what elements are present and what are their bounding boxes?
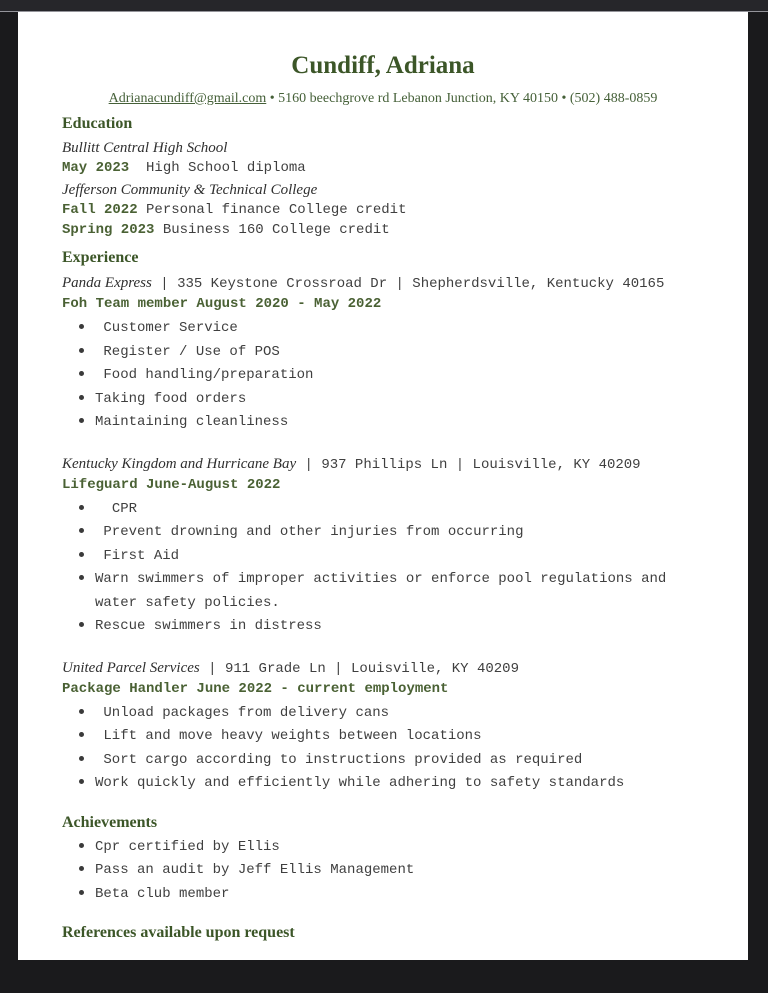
bullet-text: Unload packages from delivery cans xyxy=(95,704,390,721)
list-item xyxy=(62,882,704,906)
employer-line xyxy=(62,273,704,294)
bullet-dot xyxy=(79,622,84,627)
school-name: Bullitt Central High School xyxy=(62,140,228,156)
list-item xyxy=(62,858,704,882)
list-item xyxy=(62,410,704,434)
employer-line xyxy=(62,454,704,475)
list-item xyxy=(62,724,704,748)
references-note: References available upon request xyxy=(62,924,295,941)
education-date: May 2023 xyxy=(62,160,130,176)
bullet-dot xyxy=(79,575,84,580)
list-item xyxy=(62,544,704,568)
bullet-dot xyxy=(79,505,84,510)
achievements-bullet-list xyxy=(62,835,704,906)
education-detail-line xyxy=(62,200,704,220)
list-item xyxy=(62,567,704,614)
bullet-text: Beta club member xyxy=(95,885,230,902)
job-entry xyxy=(62,273,704,434)
bullet-text: Prevent drowning and other injuries from occurring xyxy=(95,524,524,540)
bullet-dot xyxy=(79,528,84,533)
list-item xyxy=(62,520,704,544)
bullet-text: Food handling/preparation xyxy=(95,367,314,383)
email-link[interactable]: Adrianacundiff@gmail.com xyxy=(108,91,267,106)
list-item xyxy=(62,748,704,772)
list-item xyxy=(62,363,704,387)
role-line: Lifeguard June-August 2022 xyxy=(62,476,281,493)
list-item xyxy=(62,387,704,411)
list-item xyxy=(62,771,704,795)
job-bullet-list xyxy=(62,497,704,638)
job-bullet-list xyxy=(62,316,704,434)
bullet-dot xyxy=(79,395,84,400)
bullet-dot xyxy=(79,890,84,895)
resume-name-title: Cundiff, Adriana xyxy=(291,52,475,79)
list-item xyxy=(62,340,704,364)
school-line xyxy=(62,138,704,158)
job-entry xyxy=(62,454,704,638)
bullet-dot xyxy=(79,324,84,329)
contact-rest: • 5160 beechgrove rd Lebanon Junction, KY 40150 • (502) 488-0859 xyxy=(266,91,658,106)
school-line xyxy=(62,180,704,200)
employer-location: | 911 Grade Ln | Louisville, KY 40209 xyxy=(199,660,519,677)
bullet-text: Taking food orders xyxy=(95,390,247,407)
employer-location: | 335 Keystone Crossroad Dr | Shepherdsville, Kentucky 40165 xyxy=(151,276,665,292)
contact-line xyxy=(62,90,704,108)
bullet-dot xyxy=(79,371,84,376)
resume-page xyxy=(18,12,748,960)
bullet-dot xyxy=(79,709,84,714)
bullet-dot xyxy=(79,866,84,871)
list-item xyxy=(62,614,704,638)
job-entry xyxy=(62,658,704,795)
bullet-text: Warn swimmers of improper activities or enforce pool regulations and water safety policies. xyxy=(95,571,675,611)
employer-location: | 937 Phillips Ln | Louisville, KY 40209 xyxy=(296,456,641,473)
education-detail-line xyxy=(62,158,704,178)
list-item xyxy=(62,701,704,725)
bullet-text: First Aid xyxy=(95,547,180,564)
bullet-dot xyxy=(79,843,84,848)
bullet-dot xyxy=(79,732,84,737)
bullet-dot xyxy=(79,418,84,423)
bullet-text: Pass an audit by Jeff Ellis Management xyxy=(95,862,415,878)
bullet-text: Rescue swimmers in distress xyxy=(95,618,322,634)
list-item xyxy=(62,497,704,521)
bullet-text: CPR xyxy=(95,500,138,517)
list-item xyxy=(62,316,704,340)
employer-name: Kentucky Kingdom and Hurricane Bay xyxy=(62,455,297,472)
school-name: Jefferson Community & Technical College xyxy=(62,182,318,198)
list-item xyxy=(62,835,704,859)
section-heading-education: Education xyxy=(62,115,133,132)
bullet-text: Customer Service xyxy=(95,320,238,336)
employer-name: United Parcel Services xyxy=(62,659,200,676)
education-detail: High School diploma xyxy=(129,160,306,176)
bullet-dot xyxy=(79,552,84,557)
bullet-text: Cpr certified by Ellis xyxy=(95,838,280,855)
bullet-dot xyxy=(79,348,84,353)
education-date: Fall 2022 xyxy=(62,202,138,218)
bullet-dot xyxy=(79,779,84,784)
viewer-backdrop-top xyxy=(0,0,768,11)
education-detail-line xyxy=(62,220,704,240)
bullet-text: Work quickly and efficiently while adhering to safety standards xyxy=(95,775,625,791)
bullet-text: Register / Use of POS xyxy=(95,343,280,360)
bullet-text: Maintaining cleanliness xyxy=(95,414,289,430)
role-line: Foh Team member August 2020 - May 2022 xyxy=(62,296,382,312)
education-date: Spring 2023 xyxy=(62,222,155,238)
bullet-dot xyxy=(79,756,84,761)
bullet-text: Lift and move heavy weights between locations xyxy=(95,728,482,744)
section-heading-achievements: Achievements xyxy=(62,813,158,831)
job-bullet-list xyxy=(62,701,704,795)
employer-line xyxy=(62,658,704,679)
role-line: Package Handler June 2022 - current employment xyxy=(62,680,449,697)
employer-name: Panda Express xyxy=(62,275,152,291)
bullet-text: Sort cargo according to instructions provided as required xyxy=(95,751,583,768)
education-detail: Business 160 College credit xyxy=(154,222,390,238)
education-detail: Personal finance College credit xyxy=(137,202,407,218)
section-heading-experience: Experience xyxy=(62,249,139,266)
